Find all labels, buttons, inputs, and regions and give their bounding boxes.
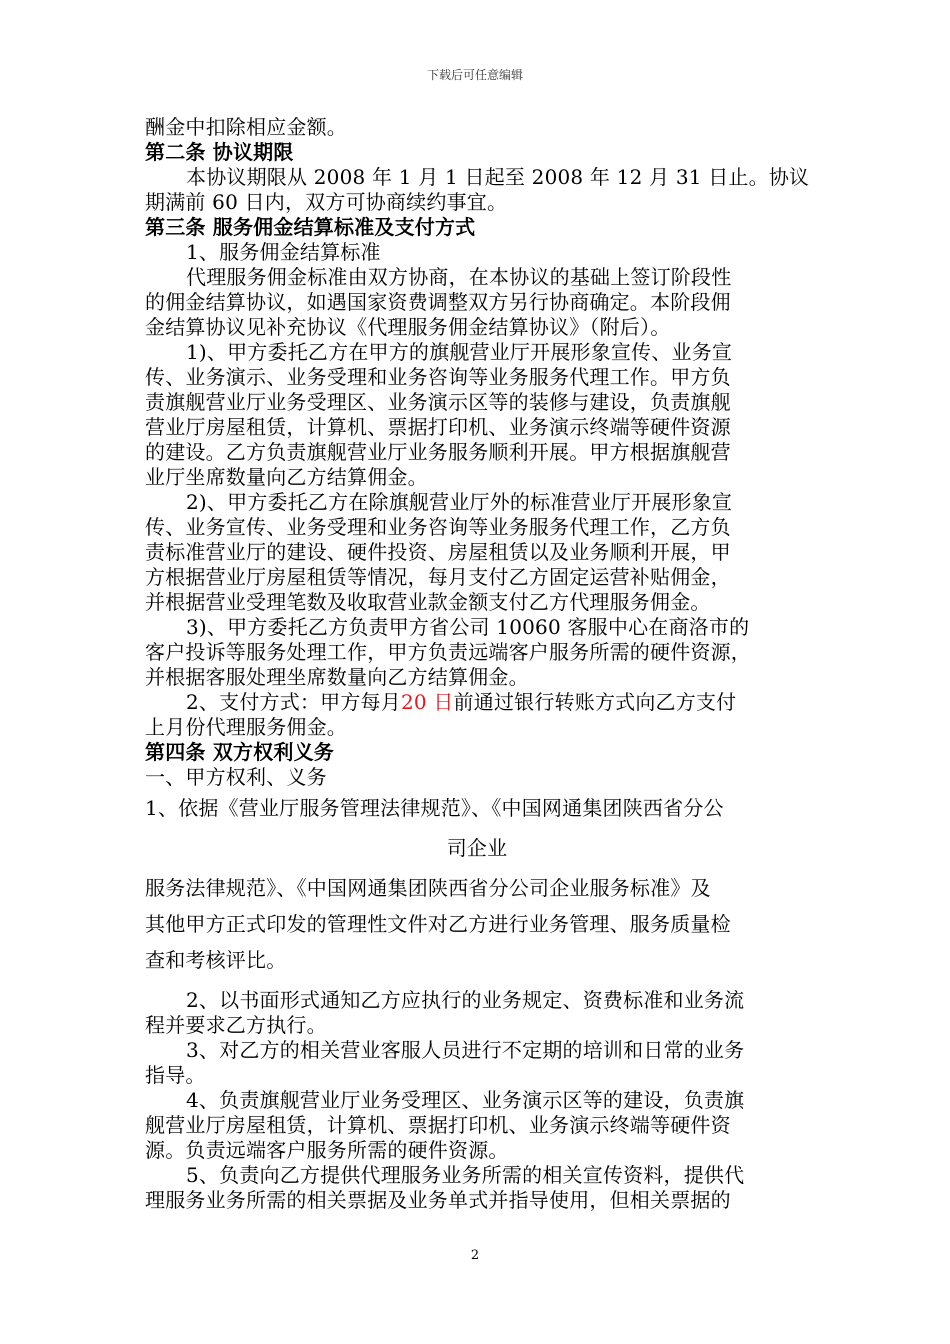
paragraph-line: 1)、甲方委托乙方在甲方的旗舰营业厅开展形象宣传、业务宣 — [186, 340, 733, 364]
paragraph-line: 5、负责向乙方提供代理服务业务所需的相关宣传资料，提供代 — [186, 1163, 745, 1187]
paragraph-line: 责旗舰营业厅业务受理区、业务演示区等的装修与建设，负责旗舰 — [145, 390, 731, 414]
paragraph-line: 传、业务演示、业务受理和业务咨询等业务服务代理工作。甲方负 — [145, 365, 731, 389]
paragraph-line: 3)、甲方委托乙方负责甲方省公司 10060 客服中心在商洛市的 — [186, 615, 750, 639]
paragraph-line: 客户投诉等服务处理工作，甲方负责远端客户服务所需的硬件资源， — [145, 640, 751, 664]
paragraph-line: 的建设。乙方负责旗舰营业厅业务服务顺利开展。甲方根据旗舰营 — [145, 440, 731, 464]
page-number: 2 — [470, 1248, 480, 1263]
paragraph-line: 指导。 — [145, 1063, 206, 1087]
paragraph-line: 程并要求乙方执行。 — [145, 1013, 327, 1037]
paragraph-line: 方根据营业厅房屋租赁等情况，每月支付乙方固定运营补贴佣金， — [145, 565, 731, 589]
payment-text: 2、支付方式：甲方每月 — [186, 690, 401, 714]
section-heading: 第三条 服务佣金结算标准及支付方式 — [145, 215, 476, 239]
section-heading: 第四条 双方权利义务 — [145, 740, 334, 764]
page-header: 下载后可任意编辑 — [426, 68, 523, 82]
paragraph-line: 营业厅房屋租赁，计算机、票据打印机、业务演示终端等硬件资源 — [145, 415, 731, 439]
paragraph-line: 司企业 — [446, 836, 508, 860]
paragraph-line: 上月份代理服务佣金。 — [145, 715, 347, 739]
paragraph-line: 一、甲方权利、义务 — [145, 765, 327, 789]
paragraph-line: 1、服务佣金结算标准 — [186, 240, 381, 264]
paragraph-line: 源。负责远端客户服务所需的硬件资源。 — [145, 1138, 509, 1162]
paragraph-line: 传、业务宣传、业务受理和业务咨询等业务服务代理工作，乙方负 — [145, 515, 731, 539]
section-heading: 第二条 协议期限 — [145, 140, 294, 164]
paragraph-line: 服务法律规范》、《中国网通集团陕西省分公司企业服务标准》及 — [145, 876, 711, 900]
paragraph-line: 责标准营业厅的建设、硬件投资、房屋租赁以及业务顺利开展，甲 — [145, 540, 731, 564]
paragraph-line: 并根据营业受理笔数及收取营业款金额支付乙方代理服务佣金。 — [145, 590, 711, 614]
paragraph-line: 本协议期限从 2008 年 1 月 1 日起至 2008 年 12 月 31 日止。协议 — [186, 165, 810, 189]
paragraph-line: 1、依据《营业厅服务管理法律规范》、《中国网通集团陕西省分公 — [145, 796, 724, 820]
paragraph-line: 代理服务佣金标准由双方协商，在本协议的基础上签订阶段性 — [186, 265, 732, 289]
paragraph-line: 3、对乙方的相关营业客服人员进行不定期的培训和日常的业务 — [186, 1038, 745, 1062]
document-body — [145, 115, 809, 1213]
payment-date-highlight: 20 日 — [400, 690, 454, 714]
payment-line — [145, 690, 809, 715]
paragraph-line: 期满前 60 日内，双方可协商续约事宜。 — [145, 190, 508, 214]
paragraph-line: 其他甲方正式印发的管理性文件对乙方进行业务管理、服务质量检 — [145, 912, 731, 936]
paragraph-line: 理服务业务所需的相关票据及业务单式并指导使用，但相关票据的 — [145, 1188, 731, 1212]
paragraph-line: 并根据客服处理坐席数量向乙方结算佣金。 — [145, 665, 529, 689]
paragraph-line: 的佣金结算协议，如遇国家资费调整双方另行协商确定。本阶段佣 — [145, 290, 731, 314]
paragraph-line: 2)、甲方委托乙方在除旗舰营业厅外的标准营业厅开展形象宣 — [186, 490, 733, 514]
payment-text: 前通过银行转账方式向乙方支付 — [453, 690, 737, 714]
paragraph-line: 查和考核评比。 — [145, 948, 287, 972]
paragraph-line: 金结算协议见补充协议《代理服务佣金结算协议》（附后）。 — [145, 315, 671, 339]
paragraph-line: 舰营业厅房屋租赁，计算机、票据打印机、业务演示终端等硬件资 — [145, 1113, 731, 1137]
paragraph-line: 酬金中扣除相应金额。 — [145, 115, 347, 139]
paragraph-line: 业厅坐席数量向乙方结算佣金。 — [145, 465, 428, 489]
paragraph-line: 2、以书面形式通知乙方应执行的业务规定、资费标准和业务流 — [186, 988, 745, 1012]
paragraph-line: 4、负责旗舰营业厅业务受理区、业务演示区等的建设，负责旗 — [186, 1088, 745, 1112]
